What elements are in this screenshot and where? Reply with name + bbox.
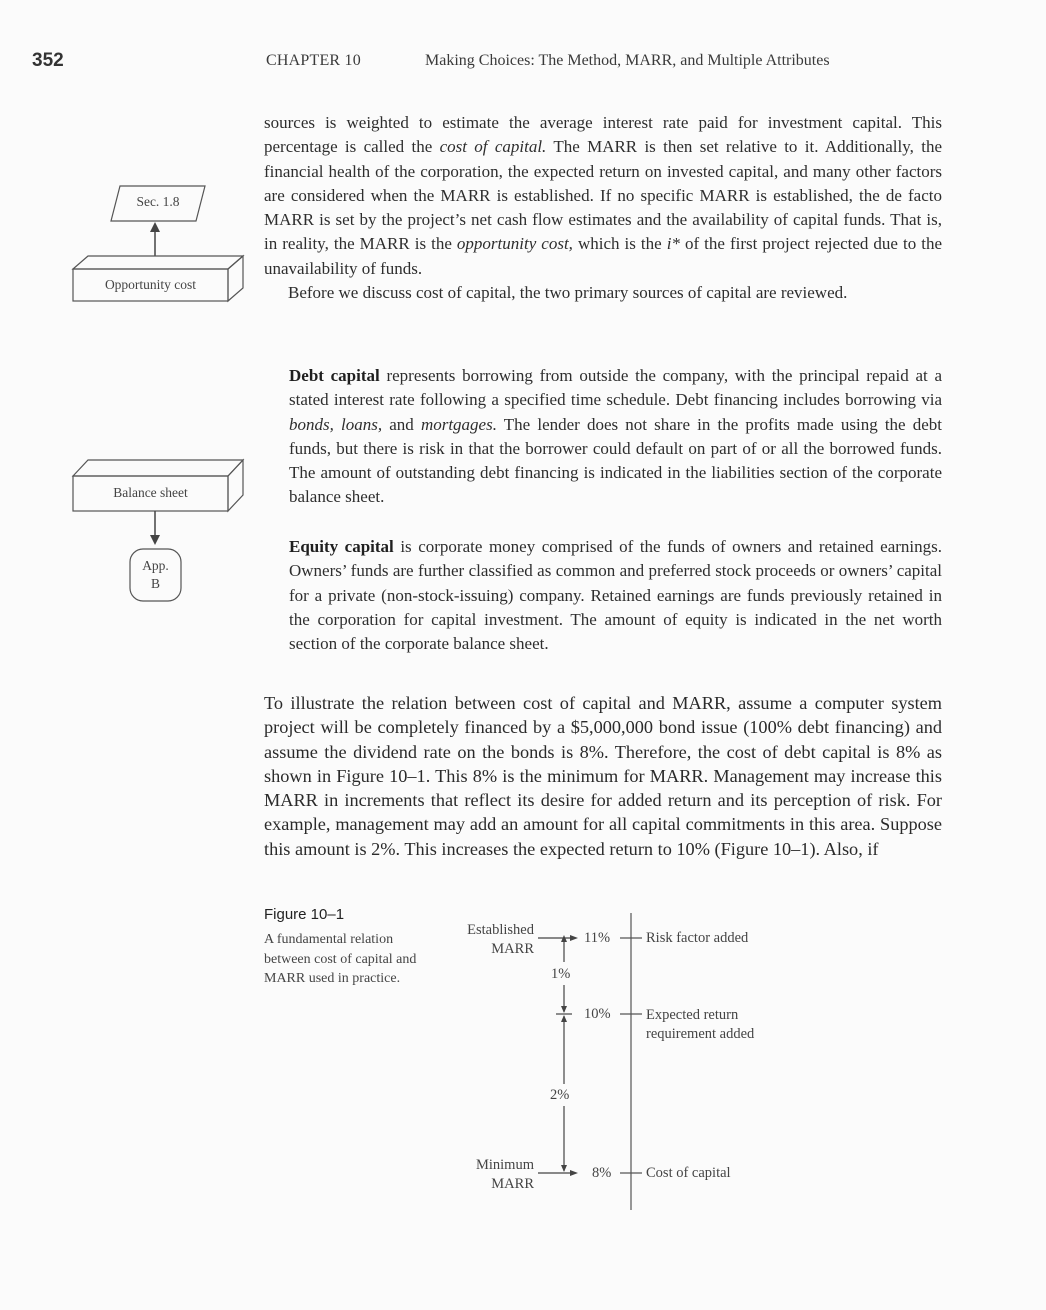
risk-factor-label: Risk factor added [646, 930, 749, 946]
paragraph-illustration: To illustrate the relation between cost of capital and MARR, assume a computer system project will be completely financed by a $5,000,000 bond issue (100% debt financing) and assume the dividend rate on the bonds is 8%. Therefore, the cost of debt capital is 8% as shown in Figure 10–1. This 8% is the minimum for MARR. Management may increase this MARR in increments that reflect its desire for added return and its perception of risk. For example, management may add an amount for all capital commitments in this area. Suppose this amount is 2%. This increases the expected return to 10% (Figure 10–1). Also, if [264, 693, 942, 859]
inc2-up-head [561, 1015, 567, 1022]
paragraph-cost-of-capital: sources is weighted to estimate the average interest rate paid for investment capital. This percentage is called the cost of capital. The MARR is then set relative to it. Additionally, the financial health of the corporation, the expected return on invested capital, and many other factors are considered when the MARR is established. If no specific MARR is established, the de facto MARR is set by the project’s net cash flow estimates and the availability of capital funds. That is, in reality, the MARR is the opportunity cost, which is the i* of the first project rejected due to the unavailability of funds. Before we discuss cost of capital, the two primary sources of capital are reviewed. [264, 111, 942, 305]
inc-2-label: 2% [550, 1087, 570, 1103]
paragraph-before-discuss: Before we discuss cost of capital, the two primary sources of capital are reviewed. [288, 283, 848, 303]
expected-return-label: Expected return requirement added [646, 1007, 755, 1042]
arrow-down-head [150, 535, 160, 545]
minimum-arrow-head [570, 1170, 578, 1176]
running-title: Making Choices: The Method, MARR, and Multiple Attributes [425, 52, 830, 69]
figure-title: Figure 10–1 [264, 906, 345, 923]
inc1-up-head [561, 935, 567, 942]
bal-box-side [228, 460, 243, 511]
bal-box-top [73, 460, 243, 476]
established-arrow-head [570, 935, 578, 941]
inc2-down-head [561, 1165, 567, 1172]
pct-8-label: 8% [592, 1165, 612, 1181]
paragraph-equity-capital: Equity capital is corporate money comprised of the funds of owners and retained earnings. Owners’ funds are further classified as common and preferred stock proceeds or owners’ capital for a private (non-stock-issuing) company. Retained earnings are funds previously retained in the corporation for capital investment. The amount of equity is indicated in the net worth section of the corporate balance sheet. [289, 537, 943, 654]
app-label-line1: App. [142, 558, 169, 573]
figure-caption: A fundamental relation between cost of capital and MARR used in practice. [264, 932, 417, 986]
page-number: 352 [32, 50, 64, 71]
term-equity-capital: Equity capital [289, 537, 394, 556]
opp-box-side [228, 256, 243, 301]
cost-of-capital-label: Cost of capital [646, 1165, 731, 1181]
opportunity-box-label: Opportunity cost [104, 277, 197, 292]
minimum-marr-label: Minimum MARR [475, 1157, 534, 1192]
chapter-label: CHAPTER 10 [266, 52, 361, 69]
pct-11-label: 11% [584, 930, 611, 946]
pct-10-label: 10% [584, 1006, 611, 1022]
sec-box-label: Sec. 1.8 [136, 194, 180, 209]
paragraph-debt-capital: Debt capital represents borrowing from outside the company, with the principal repaid at a stated interest rate following a specified time schedule. Debt financing includes borrowing via bonds, loans, and mortgages. The lender does not share in the profits made using the debt funds, but there is risk in that the borrower could default on part of or all the borrowed funds. The amount of outstanding debt financing is indicated in the liabilities section of the corporate balance sheet. [289, 366, 943, 507]
balance-box-label: Balance sheet [113, 485, 188, 500]
opp-box-top [73, 256, 243, 269]
app-label-line2: B [150, 576, 160, 591]
app-box-label [130, 557, 181, 593]
established-marr-label: Established MARR [467, 922, 534, 957]
margin-diagram [0, 0, 260, 620]
inc1-down-head [561, 1006, 567, 1013]
arrow-up-head [150, 222, 160, 232]
term-debt-capital: Debt capital [289, 366, 380, 385]
inc-1-label: 1% [551, 966, 571, 982]
